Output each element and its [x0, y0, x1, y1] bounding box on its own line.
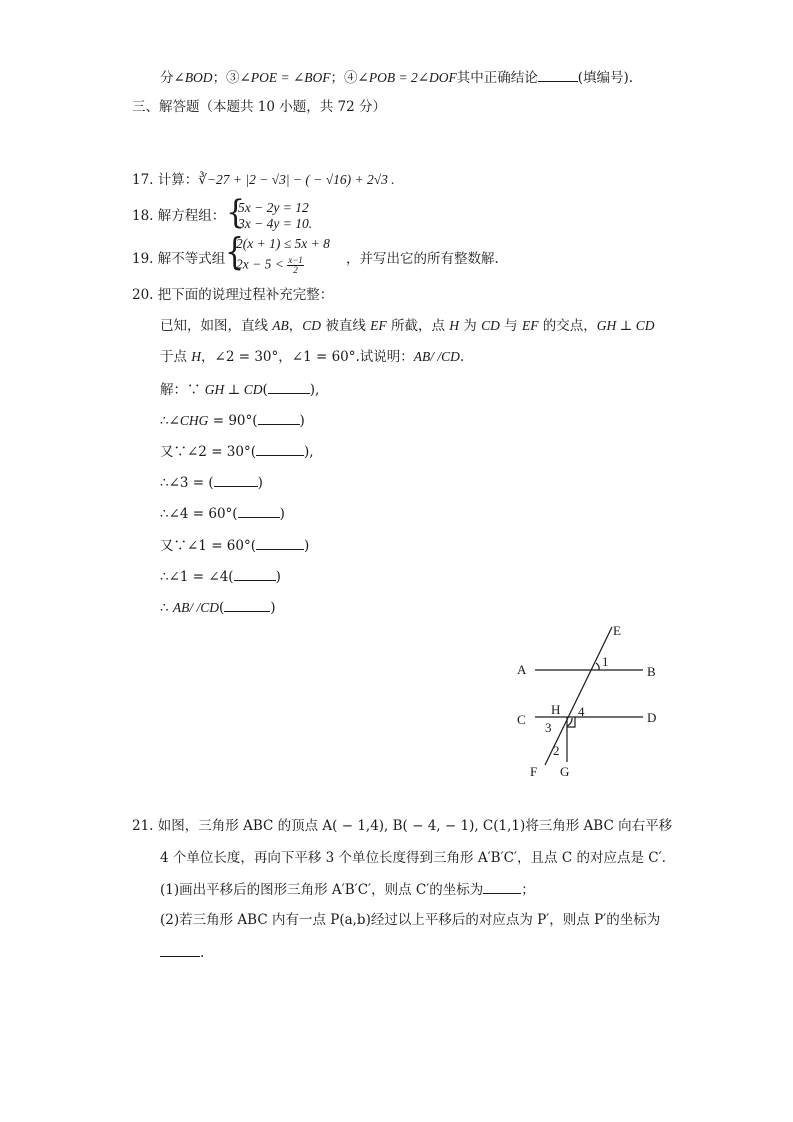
proof-step-8 — [160, 598, 276, 617]
math-segment: CD — [481, 318, 500, 333]
math-segment: H — [191, 349, 202, 364]
question-number: 17. — [132, 172, 154, 188]
question-21-line-2: 4 个单位长度，再向下平移 3 个单位长度得到三角形 A′B′C′，且点 C 的对应点是 C′. — [160, 850, 666, 866]
question-text: (1)画出平移后的图形三角形 A′B′C′，则点 C′的坐标为 — [160, 882, 484, 898]
section-title: 三、解答题（本题共 10 小题，共 72 分） — [132, 99, 387, 115]
proof-step-5 — [160, 504, 285, 523]
math-segment: POE = ∠BOF — [250, 70, 331, 85]
top-continuation-line — [160, 68, 633, 87]
inequality-1: 2(x + 1) ≤ 5x + 8 — [236, 236, 330, 251]
question-19-tail: ，并写出它的所有整数解. — [346, 251, 499, 267]
question-text: ； — [521, 882, 535, 898]
question-label: 计算： — [157, 172, 199, 188]
label-angle-1: 1 — [602, 654, 609, 669]
text-segment: 的交点， — [538, 318, 597, 334]
text-segment: (填编号). — [577, 70, 634, 86]
step-text: ∴∠1 = ∠4( — [160, 569, 234, 585]
math-segment: BOD — [184, 70, 213, 85]
math-segment: GH ⊥ CD — [596, 318, 655, 333]
answer-blank[interactable] — [160, 943, 200, 957]
equation-1: 5x − 2y = 12 — [238, 200, 309, 215]
label-b: B — [647, 664, 656, 679]
text-segment: 已知，如图，直线 — [160, 318, 273, 334]
math-segment: AB/ /CD — [413, 349, 460, 364]
step-text: ( — [219, 600, 225, 616]
answer-blank[interactable] — [268, 380, 310, 394]
fraction — [287, 256, 304, 275]
math-segment: POB = 2∠DOF — [368, 70, 457, 85]
answer-blank[interactable] — [256, 536, 304, 550]
proof-step-4 — [160, 473, 263, 492]
fraction-denominator: 2 — [293, 265, 298, 275]
text-segment: 于点 — [160, 349, 192, 365]
question-number: 20. — [132, 287, 154, 303]
brace-icon: { — [225, 230, 245, 275]
angle-1-arc — [596, 663, 599, 670]
text-segment: 分∠ — [160, 70, 185, 86]
step-text: ( — [262, 382, 268, 398]
math-segment: AB — [272, 318, 289, 333]
equation-2 — [238, 216, 312, 231]
text-segment: ；④∠ — [330, 70, 369, 86]
label-c: C — [517, 712, 526, 727]
question-21-part-2: (2)若三角形 ABC 内有一点 P(a,b)经过以上平移后的对应点为 P′，则点 P′的坐标为 — [160, 912, 661, 928]
inequality-2 — [236, 256, 304, 275]
answer-blank[interactable] — [483, 880, 521, 894]
proof-step-2 — [160, 411, 305, 430]
step-text: ∴∠ — [160, 413, 180, 429]
text-segment: ，∠2 = 30°，∠1 = 60°.试说明： — [201, 349, 414, 365]
text-segment: 为 — [459, 318, 482, 334]
step-text: ∴ — [160, 600, 173, 616]
math-segment: CD — [302, 318, 322, 333]
question-number: 18. — [132, 208, 154, 224]
question-21-part-1 — [160, 880, 535, 899]
step-text: 又∵∠2 = 30°( — [160, 444, 256, 460]
brace-icon: { — [226, 193, 246, 232]
step-text: ) — [304, 538, 310, 554]
answer-blank[interactable] — [256, 442, 304, 456]
question-text: 如图，三角形 ABC 的顶点 A( − 1,4), B( − 4, − 1), C(1,1)将三角形 ABC 向右平移 — [157, 818, 673, 834]
question-19 — [132, 250, 225, 268]
text-segment: 所截，点 — [386, 318, 450, 334]
answer-blank[interactable] — [258, 411, 300, 425]
label-angle-2: 2 — [553, 743, 560, 758]
step-text: ) — [270, 600, 276, 616]
step-text: ) — [299, 413, 305, 429]
question-17 — [132, 171, 395, 189]
question-text: . — [200, 945, 205, 961]
label-g: G — [560, 764, 570, 779]
text-segment: 与 — [499, 318, 522, 334]
label-d: D — [647, 710, 657, 725]
step-text: = 90°( — [208, 413, 258, 429]
step-text: 又∵∠1 = 60°( — [160, 538, 256, 554]
question-label: 把下面的说理过程补充完整： — [157, 287, 334, 303]
question-number: 21. — [132, 818, 154, 834]
step-text: ∴∠3 = ( — [160, 475, 214, 491]
inequality-2-left: 2x − 5 < — [236, 256, 284, 272]
step-text: 解：∵ — [160, 382, 205, 398]
given-line-2 — [160, 348, 464, 366]
given-line-1 — [160, 317, 654, 335]
equation-2-text: 3x − 4y = 10 — [238, 216, 309, 231]
math-segment: H — [449, 318, 459, 333]
angle-4-arc — [567, 718, 572, 726]
math-expression: ∛−27 + |2 − √3| − ( − √16) + 2√3 . — [198, 172, 395, 187]
math-segment: EF — [370, 318, 387, 333]
text-segment: ；③∠ — [212, 70, 251, 86]
question-18 — [132, 207, 225, 225]
step-text: ∴∠4 = 60°( — [160, 506, 238, 522]
question-number: 19. — [132, 251, 154, 267]
label-angle-3: 3 — [545, 720, 552, 735]
text-segment: 被直线 — [321, 318, 371, 334]
proof-step-3 — [160, 442, 314, 461]
step-math: CHG — [179, 413, 209, 428]
label-h: H — [551, 702, 561, 717]
proof-step-1 — [160, 380, 319, 399]
question-20-intro — [132, 286, 333, 304]
label-a: A — [517, 662, 527, 677]
step-text: ) — [279, 506, 285, 522]
fraction-numerator: x−1 — [288, 255, 303, 265]
step-math: GH ⊥ CD — [204, 382, 263, 397]
answer-blank[interactable] — [234, 567, 276, 581]
step-text: ), — [309, 382, 320, 398]
answer-blank[interactable] — [238, 504, 280, 518]
answer-blank[interactable] — [214, 473, 258, 487]
answer-blank[interactable] — [224, 598, 270, 612]
question-label: 解不等式组 — [157, 251, 226, 267]
period: . — [308, 216, 313, 231]
math-segment: EF — [521, 318, 539, 333]
label-f: F — [530, 764, 538, 779]
step-text: ) — [257, 475, 263, 491]
question-label: 解方程组： — [157, 208, 226, 224]
text-segment: 其中正确结论 — [456, 70, 538, 86]
step-text: ) — [275, 569, 281, 585]
question-21-line-1 — [132, 817, 672, 835]
proof-step-6 — [160, 536, 309, 555]
answer-blank[interactable] — [538, 68, 578, 82]
question-21-part-2-blank-line — [160, 943, 204, 962]
line-ef — [545, 627, 612, 765]
text-segment: ， — [288, 318, 303, 334]
label-e: E — [613, 623, 621, 638]
period: . — [459, 349, 465, 365]
proof-step-7 — [160, 567, 281, 586]
step-math: AB/ /CD — [172, 600, 220, 615]
step-text: ), — [304, 444, 314, 460]
right-angle-mark — [567, 717, 575, 727]
label-angle-4: 4 — [578, 704, 585, 719]
